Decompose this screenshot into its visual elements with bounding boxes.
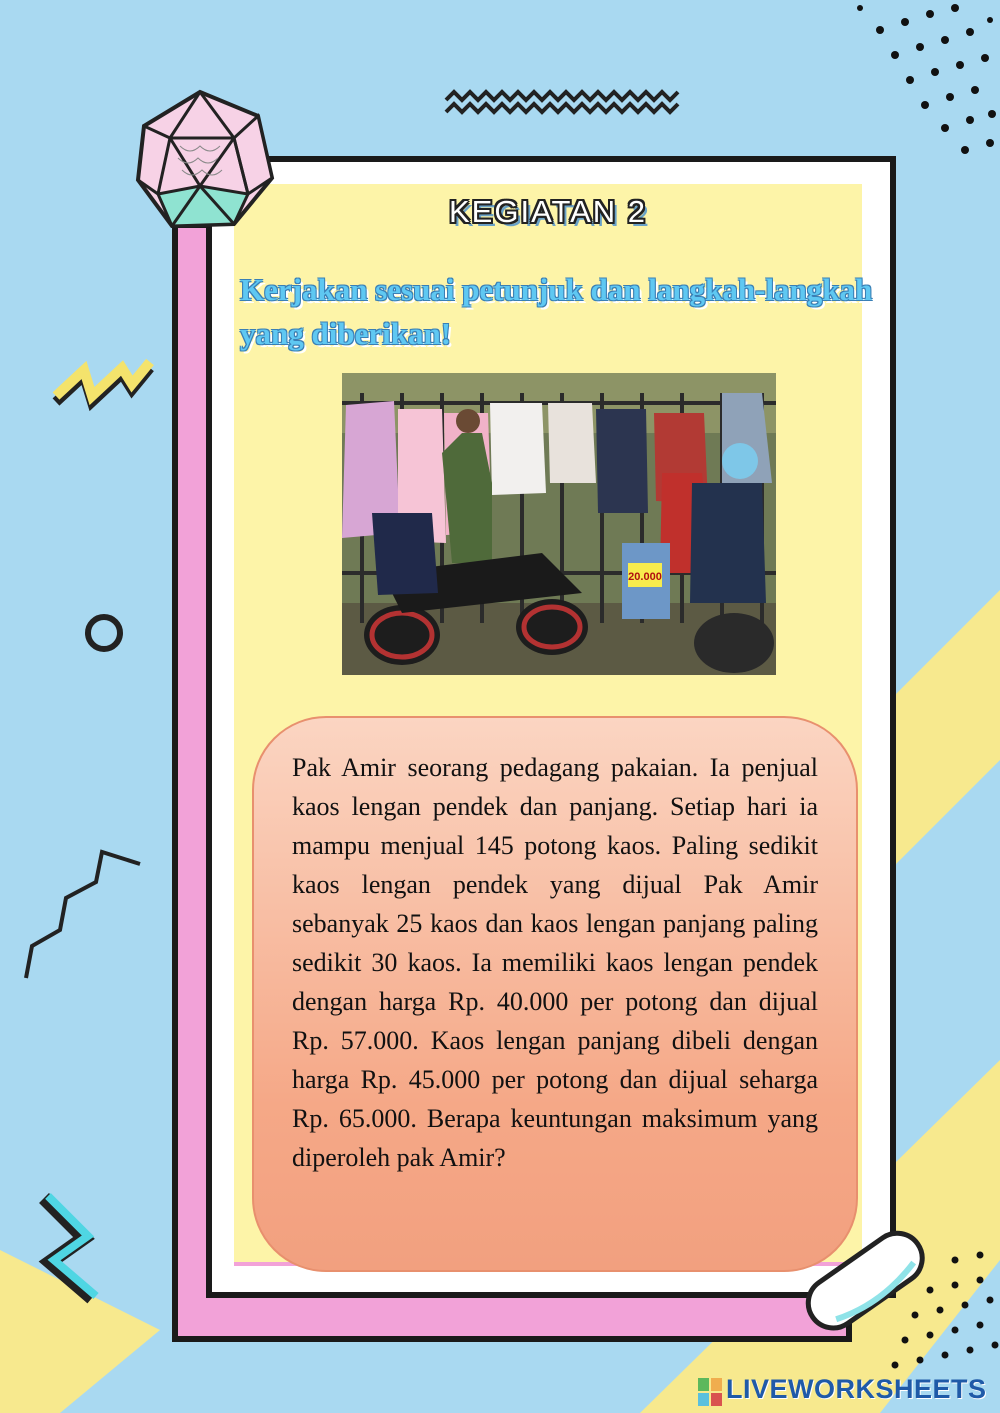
price-tag-text: 20.000 [628,571,662,583]
activity-title: KEGIATAN 2 [448,194,647,229]
black-zigzag-icon [26,852,140,978]
zigzag-top [446,92,678,100]
dot-pattern-top-right [857,4,996,154]
street-vendor-photo [342,373,776,675]
word-problem-text: Pak Amir seorang pedagang pakaian. Ia penjual kaos lengan pendek dan panjang. Setiap hari ia mampu menjual 145 potong kaos. Paling sedikit kaos lengan pendek yang dijual Pak Amir sebanyak 25 kaos dan kaos lengan panjang paling sedikit 30 kaos. Ia memiliki kaos lengan pendek dengan harga Rp. 40.000 per potong dan dijual Rp. 57.000. Kaos lengan panjang dibeli dengan harga Rp. 45.000 per potong dan dijual seharga Rp. 65.000. Berapa keuntungan maksimum yang diperoleh pak Amir? [292,753,818,1172]
yellow-band-left [0,1250,160,1413]
liveworksheets-logo-icon [698,1378,722,1406]
ring-icon [88,617,120,649]
instruction-heading: Kerjakan sesuai petunjuk dan langkah-langkah yang diberikan! [240,272,873,351]
liveworksheets-watermark: LIVEWORKSHEETS [726,1374,987,1404]
